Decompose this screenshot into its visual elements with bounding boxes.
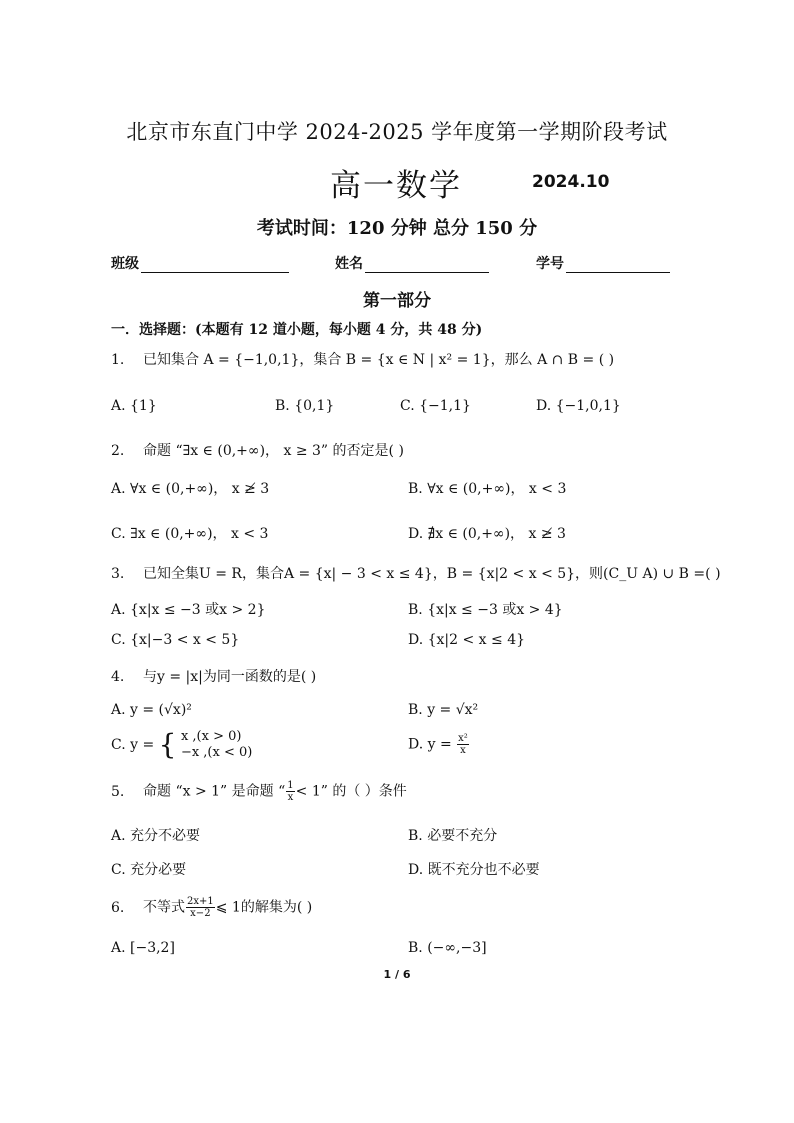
fraction-denominator: x <box>287 792 294 803</box>
subject-title: 高一数学 <box>330 168 462 204</box>
section-title: 一．选择题：(本题有 12 道小题，每小题 4 分，共 48 分) <box>111 322 483 338</box>
class-blank-line <box>141 258 289 273</box>
question-2-option-c: C. ∃x ∈ (0,+∞)， x < 3 <box>111 526 269 542</box>
name-label: 姓名 <box>335 256 363 272</box>
student-id-field <box>536 253 670 273</box>
student-id-blank-line <box>566 258 670 273</box>
question-2-text: 命题 “∃x ∈ (0,+∞)， x ≥ 3” 的否定是( ) <box>143 443 404 459</box>
question-2-number: 2. <box>111 443 125 459</box>
fraction-numerator: 1 <box>287 780 294 791</box>
fraction-denominator: x <box>460 745 466 756</box>
page-number: 1 / 6 <box>383 968 411 981</box>
exam-title: 北京市东直门中学 2024-2025 学年度第一学期阶段考试 <box>126 120 668 144</box>
question-4 <box>111 666 316 686</box>
question-5-option-c: C. 充分必要 <box>111 862 187 878</box>
question-2-option-a: A. ∀x ∈ (0,+∞)， x ≱ 3 <box>111 481 270 497</box>
question-3-option-b: B. {x|x ≤ −3 或x > 4} <box>408 602 563 618</box>
left-brace: { <box>158 728 177 761</box>
part-title: 第一部分 <box>363 291 431 311</box>
question-5-text-after: < 1” 的（ ）条件 <box>295 783 407 800</box>
question-1-text: 已知集合 A = {−1,0,1}，集合 B = {x ∈ N | x² = 1}，那么 A ∩ B = ( ) <box>143 352 615 368</box>
question-3-text: 已知全集U = R，集合A = {x| − 3 < x ≤ 4}，B = {x|2 < x < 5}，则(C_U A) ∪ B =( ) <box>143 566 721 582</box>
case-1: x ,(x > 0) <box>180 729 242 744</box>
question-5-text-before: 命题 “x > 1” 是命题 “ <box>143 783 286 800</box>
fraction-numerator: 2x+1 <box>187 896 214 907</box>
question-5-option-d: D. 既不充分也不必要 <box>408 862 540 878</box>
question-4-option-c <box>111 729 252 761</box>
name-blank-line <box>365 258 489 273</box>
question-4-option-b: B. y = √x² <box>408 702 479 718</box>
question-6-text-before: 不等式 <box>143 899 185 916</box>
fraction-denominator: x−2 <box>190 908 211 919</box>
question-4-option-a: A. y = (√x)² <box>111 702 192 718</box>
case-2: −x ,(x < 0) <box>180 745 253 760</box>
question-6-text-after: ⩽ 1的解集为( ) <box>215 899 313 916</box>
question-5 <box>111 780 407 803</box>
question-1-option-d: D. {−1,0,1} <box>536 398 621 414</box>
piecewise-cases <box>181 729 252 761</box>
question-6-option-a: A. [−3,2] <box>111 940 175 956</box>
question-4-option-d-prefix: D. y = <box>408 736 452 753</box>
question-3-option-c: C. {x|−3 < x < 5} <box>111 632 240 648</box>
exam-time-info: 考试时间：120 分钟 总分 150 分 <box>256 218 538 239</box>
question-2 <box>111 440 404 460</box>
question-2-option-d: D. ∄x ∈ (0,+∞)， x ≱ 3 <box>408 526 566 542</box>
question-6-number: 6. <box>111 899 125 916</box>
fraction-numerator: x² <box>458 733 468 744</box>
class-label: 班级 <box>111 256 139 272</box>
question-6 <box>111 896 312 919</box>
question-4-text: 与y = |x|为同一函数的是( ) <box>143 669 317 685</box>
fraction <box>186 896 215 919</box>
question-4-number: 4. <box>111 669 125 685</box>
question-2-option-b: B. ∀x ∈ (0,+∞)， x < 3 <box>408 481 567 497</box>
fraction <box>286 780 294 803</box>
question-3-number: 3. <box>111 566 125 582</box>
question-1 <box>111 349 614 369</box>
fraction <box>457 733 469 756</box>
question-1-option-a: A. {1} <box>111 398 157 414</box>
question-5-option-b: B. 必要不充分 <box>408 828 498 844</box>
name-field <box>335 253 489 273</box>
question-3-option-d: D. {x|2 < x ≤ 4} <box>408 632 526 648</box>
question-1-option-b: B. {0,1} <box>275 398 335 414</box>
question-6-option-b: B. (−∞,−3] <box>408 940 487 956</box>
question-4-option-d <box>408 733 470 756</box>
student-id-label: 学号 <box>536 256 564 272</box>
question-1-option-c: C. {−1,1} <box>400 398 471 414</box>
exam-date: 2024.10 <box>532 172 610 192</box>
question-1-number: 1. <box>111 352 125 368</box>
class-field <box>111 253 289 273</box>
question-4-option-c-prefix: C. y = <box>111 737 155 753</box>
question-5-number: 5. <box>111 783 125 800</box>
question-5-option-a: A. 充分不必要 <box>111 828 201 844</box>
question-3 <box>111 563 721 583</box>
question-3-option-a: A. {x|x ≤ −3 或x > 2} <box>111 602 266 618</box>
